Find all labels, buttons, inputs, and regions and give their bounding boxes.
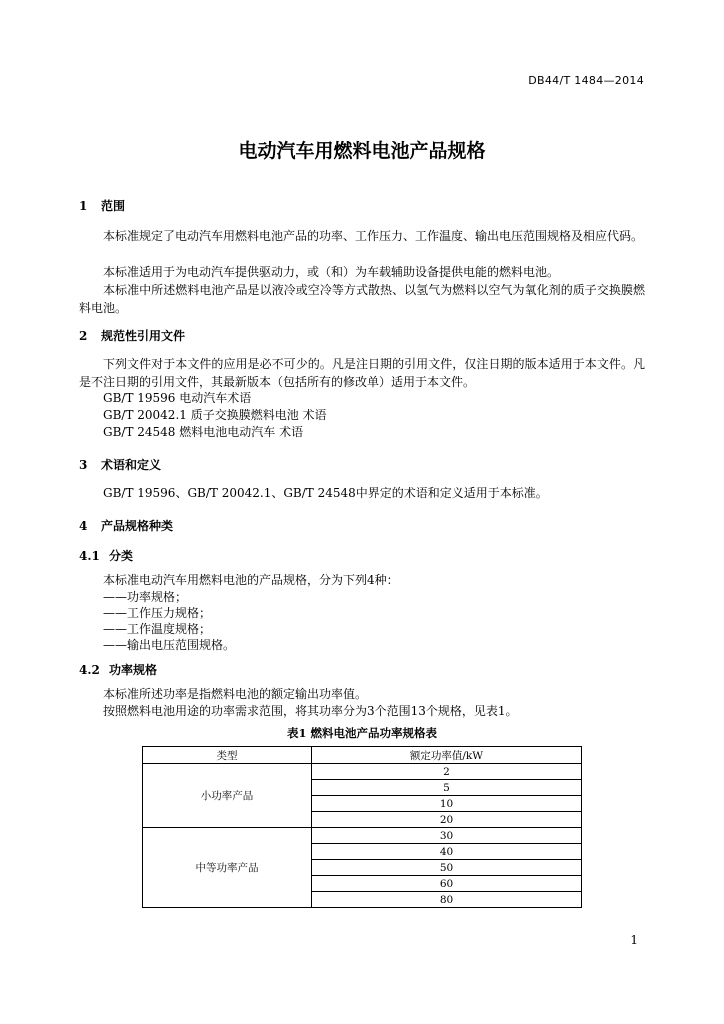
table-row [143, 828, 582, 844]
section-title: 分类 [109, 549, 134, 563]
section-1-heading [79, 197, 125, 214]
section-number: 4.2 [79, 663, 100, 677]
list-item: ——功率规格； [103, 590, 188, 604]
power-value-cell: 2 [312, 764, 582, 780]
section-1-paragraph-1: 本标准规定了电动汽车用燃料电池产品的功率、工作压力、工作温度、输出电压范围规格及相应代码。 [103, 229, 644, 243]
type-cell: 中等功率产品 [143, 828, 312, 908]
section-number: 4 [79, 519, 88, 533]
type-cell: 小功率产品 [143, 764, 312, 828]
list-item: ——工作温度规格； [103, 622, 212, 636]
reference-item: GB/T 20042.1 质子交换膜燃料电池 术语 [103, 408, 327, 422]
section-1-paragraph-3: 本标准中所述燃料电池产品是以液冷或空冷等方式散热、以氢气为燃料以空气为氧化剂的质子交换膜燃料电池。 [79, 283, 645, 315]
power-value-cell: 40 [312, 844, 582, 860]
section-2-intro: 下列文件对于本文件的应用是必不可少的。凡是注日期的引用文件，仅注日期的版本适用于本文件。凡是不注日期的引用文件，其最新版本（包括所有的修改单）适用于本文件。 [79, 357, 645, 389]
section-number: 3 [79, 458, 88, 472]
section-title: 规范性引用文件 [101, 329, 186, 343]
power-value-cell: 20 [312, 812, 582, 828]
section-2-heading [79, 327, 185, 344]
power-value-cell: 60 [312, 876, 582, 892]
list-item: ——输出电压范围规格。 [103, 638, 236, 652]
section-number: 4.1 [79, 549, 100, 563]
section-1-paragraph-2: 本标准适用于为电动汽车提供驱动力，或（和）为车载辅助设备提供电能的燃料电池。 [103, 265, 560, 279]
standard-code: DB44/T 1484—2014 [528, 74, 644, 87]
section-4-2-paragraph-1: 本标准所述功率是指燃料电池的额定输出功率值。 [103, 687, 368, 701]
table-caption: 表1 燃料电池产品功率规格表 [286, 726, 437, 740]
power-value-cell: 5 [312, 780, 582, 796]
power-spec-table [142, 746, 582, 908]
power-value-cell: 10 [312, 796, 582, 812]
power-value-cell: 80 [312, 892, 582, 908]
section-4-heading [79, 517, 173, 534]
section-number: 1 [79, 199, 88, 213]
table-row [143, 764, 582, 780]
power-value-cell: 30 [312, 828, 582, 844]
section-3-text: GB/T 19596、GB/T 20042.1、GB/T 24548中界定的术语和定义适用于本标准。 [103, 486, 548, 500]
document-title: 电动汽车用燃料电池产品规格 [238, 140, 486, 162]
section-title: 范围 [101, 199, 126, 213]
header-type: 类型 [143, 747, 312, 764]
section-4-2-paragraph-2: 按照燃料电池用途的功率需求范围，将其功率分为3个范围13个规格，见表1。 [103, 704, 518, 718]
section-4-1-intro: 本标准电动汽车用燃料电池的产品规格，分为下列4种： [103, 573, 399, 587]
reference-item: GB/T 24548 燃料电池电动汽车 术语 [103, 425, 304, 439]
table-header-row [143, 747, 582, 764]
reference-item: GB/T 19596 电动汽车术语 [103, 391, 252, 405]
section-number: 2 [79, 329, 88, 343]
header-rated-power: 额定功率值/kW [312, 747, 582, 764]
section-4-1-heading [79, 547, 133, 564]
section-3-heading [79, 456, 161, 473]
section-4-2-heading [79, 661, 157, 678]
section-title: 术语和定义 [101, 458, 162, 472]
page-number: 1 [630, 933, 638, 947]
section-title: 功率规格 [109, 663, 158, 677]
list-item: ——工作压力规格； [103, 606, 212, 620]
power-value-cell: 50 [312, 860, 582, 876]
section-title: 产品规格种类 [101, 519, 174, 533]
